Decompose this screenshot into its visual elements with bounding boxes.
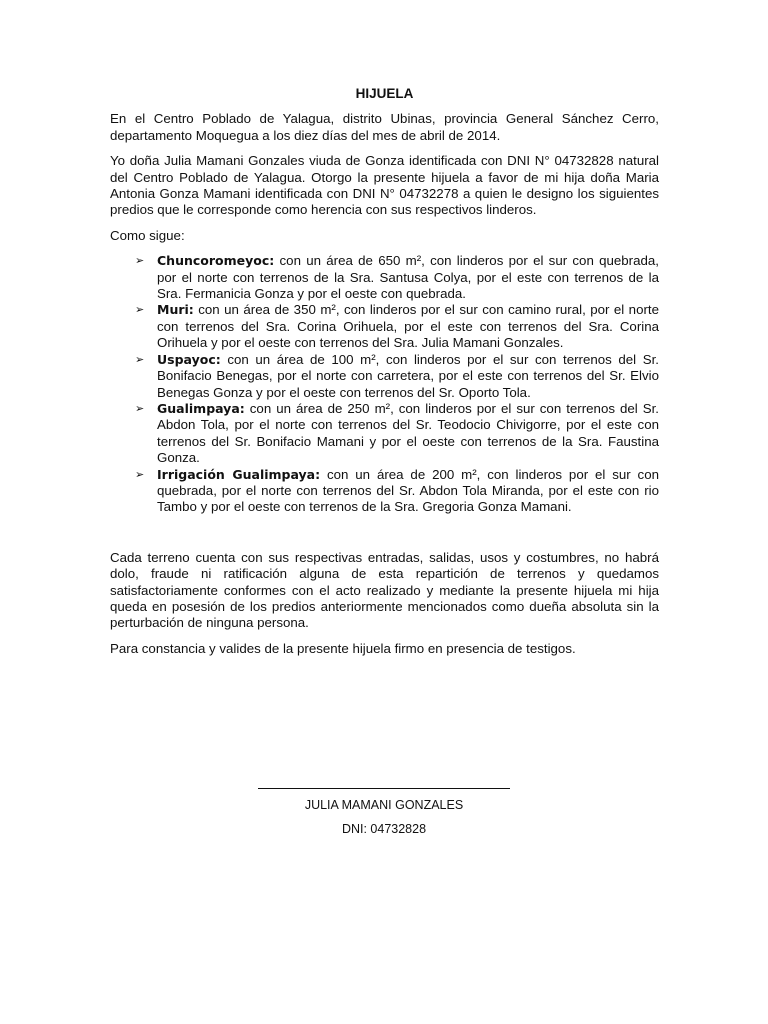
- document-title: HIJUELA: [355, 86, 414, 101]
- predio-name: Muri:: [157, 302, 194, 318]
- declaration-paragraph: Yo doña Julia Mamani Gonzales viuda de Gonza identificada con DNI N° 04732828 natural del Centro Poblado de Yalagua. Otorgo la presente hijuela a favor de mi hija doña Maria Antonia Gonza Mamani identificada con DNI N° 04732278 a quien le designo los siguientes predios que le corresponde como herencia con sus respectivos linderos.: [110, 153, 659, 218]
- list-item: [110, 253, 659, 302]
- predio-description: con un área de 200 m², con linderos por el sur con quebrada, por el norte con terrenos del Sr. Abdon Tola Miranda, por el este con rio Tambo y por el oeste con terrenos de la Sra. Gregoria Gonza Mamani.: [157, 466, 659, 515]
- signature-block: [0, 788, 768, 836]
- predio-name: Uspayoc:: [157, 351, 221, 367]
- arrow-bullet-icon: ➢: [135, 255, 145, 268]
- predio-name: Chuncoromeyoc:: [157, 253, 275, 269]
- intro-paragraph: En el Centro Poblado de Yalagua, distrito Ubinas, provincia General Sánchez Cerro, departamento Moquegua a los diez días del mes de abril de 2014.: [110, 111, 659, 143]
- predio-name: Irrigación Gualimpaya:: [157, 466, 321, 482]
- list-item: [110, 352, 659, 401]
- constancia-paragraph: Para constancia y valides de la presente hijuela firmo en presencia de testigos.: [110, 640, 576, 656]
- list-item: [110, 302, 659, 351]
- arrow-bullet-icon: ➢: [135, 353, 145, 366]
- predio-description: con un área de 100 m², con linderos por el sur con terrenos del Sr. Bonifacio Benegas, por el norte con carretera, por el este con terrenos del Sr. Elvio Benegas Gonza y por el oeste con terrenos del Sr. Oporto Tola.: [157, 351, 659, 400]
- signer-dni: DNI: 04732828: [341, 822, 427, 836]
- list-intro: Como sigue:: [110, 227, 185, 243]
- predios-list: [110, 253, 659, 516]
- document-body: [110, 86, 659, 666]
- signature-line: [258, 788, 510, 789]
- signer-name: JULIA MAMANI GONZALES: [304, 798, 464, 812]
- list-item: [110, 467, 659, 516]
- arrow-bullet-icon: ➢: [135, 304, 145, 317]
- closing-paragraph: Cada terreno cuenta con sus respectivas entradas, salidas, usos y costumbres, no habrá dolo, fraude ni ratificación alguna de esta repartición de terrenos y quedamos satisfactoriamente conformes con el acto realizado y mediante la presente hijuela mi hija queda en posesión de los predios anteriormente mencionados como dueña absoluta sin la perturbación de ninguna persona.: [110, 549, 659, 631]
- list-item: [110, 401, 659, 467]
- predio-description: con un área de 250 m², con linderos por el sur con terrenos del Sr. Abdon Tola, por el norte con terrenos del Sr. Teodocio Chivigorre, por el este con terrenos del Sr. Bonifacio Mamani y por el oeste con terrenos de la Sra. Faustina Gonza.: [157, 400, 659, 466]
- arrow-bullet-icon: ➢: [135, 468, 145, 481]
- predio-name: Gualimpaya:: [157, 400, 245, 416]
- arrow-bullet-icon: ➢: [135, 402, 145, 415]
- predio-description: con un área de 650 m², con linderos por el sur con quebrada, por el norte con terrenos de la Sra. Santusa Colya, por el este con terrenos de la Sra. Fermanicia Gonza y por el oeste con quebrada.: [157, 253, 659, 302]
- predio-description: con un área de 350 m², con linderos por el sur con camino rural, por el norte con terrenos del Sra. Corina Orihuela, por el este con terrenos del Sra. Corina Orihuela y por el oeste con terrenos del Sra. Julia Mamani Gonzales.: [157, 302, 659, 351]
